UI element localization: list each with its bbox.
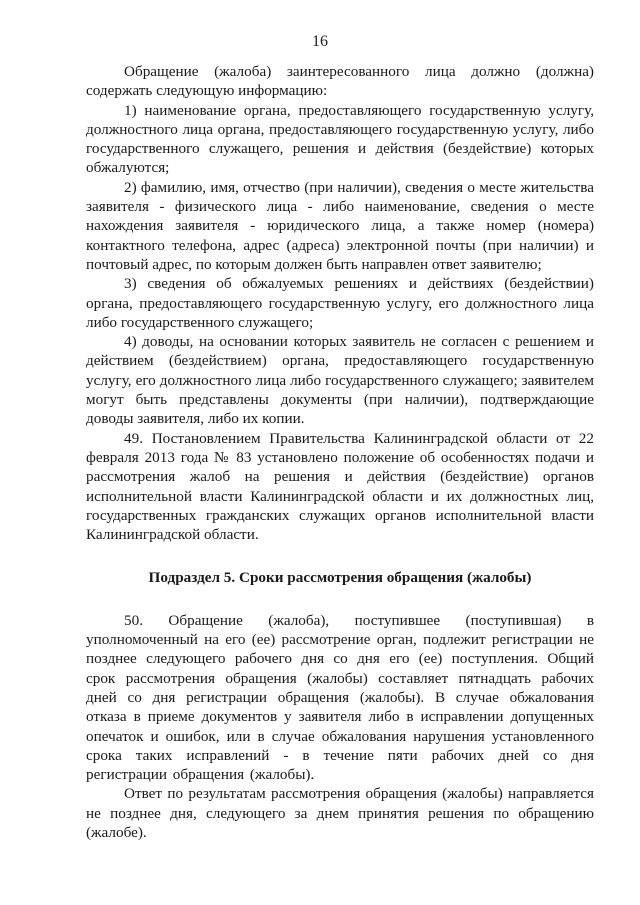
section-heading: Подраздел 5. Сроки рассмотрения обращения (жалобы) [148,569,532,587]
paragraph-item-2: 2) фамилию, имя, отчество (при наличии), сведения о месте жительства заявителя - физического лица - либо наименование, сведения о месте нахождения заявителя - юридического лица, а также номер (номера) контактного телефона, адрес (адреса) электронной почты (при наличии) и почтовый адрес, по которым должен быть направлен ответ заявителю; [86,178,594,273]
paragraph-item-3: 3) сведения об обжалуемых решениях и действиях (бездействии) органа, предоставляющего государственную услугу, его должностного лица либо государственного служащего; [86,275,594,331]
paragraph-item-1: 1) наименование органа, предоставляющего государственную услугу, должностного лица органа, предоставляющего государственную услугу, либо государственного служащего, решения и действия (бездействие) которых обжалуются; [86,101,594,177]
paragraph-49: 49. Постановлением Правительства Калининградской области от 22 февраля 2013 года № 83 установлено положение об особенностях подачи и рассмотрения жалоб на решения и действия (бездействие) органов исполнительной власти Калининградской области и их должностных лиц, государственных гражданских служащих органов исполнительной власти Калининградской области. [86,429,594,544]
document-body [86,62,594,842]
paragraph-intro: Обращение (жалоба) заинтересованного лица должно (должна) содержать следующую информацию: [86,63,594,100]
paragraph-50: 50. Обращение (жалоба), поступившее (поступившая) в уполномоченный на его (ее) рассмотрение орган, подлежит регистрации не позднее следующего рабочего дня со дня его (ее) поступления. Общий срок рассмотрения обращения (жалобы) составляет пятнадцать рабочих дней со дня регистрации обращения (жалобы). В случае обжалования отказа в приеме документов у заявителя либо в исправлении допущенных опечаток и ошибок, или в случае обжалования нарушения установленного срока таких исправлений - в течение пяти рабочих дней со дня регистрации обращения (жалобы). [86,611,594,784]
paragraph-item-4: 4) доводы, на основании которых заявитель не согласен с решением и действием (бездействием) органа, предоставляющего государственную услугу, его должностного лица либо государственного служащего; заявителем могут быть представлены документы (при наличии), подтверждающие доводы заявителя, либо их копии. [86,333,594,428]
page-number: 16 [312,33,328,50]
paragraph-answer: Ответ по результатам рассмотрения обращения (жалобы) направляется не позднее дня, следующего за днем принятия решения по обращению (жалобе). [86,785,594,841]
